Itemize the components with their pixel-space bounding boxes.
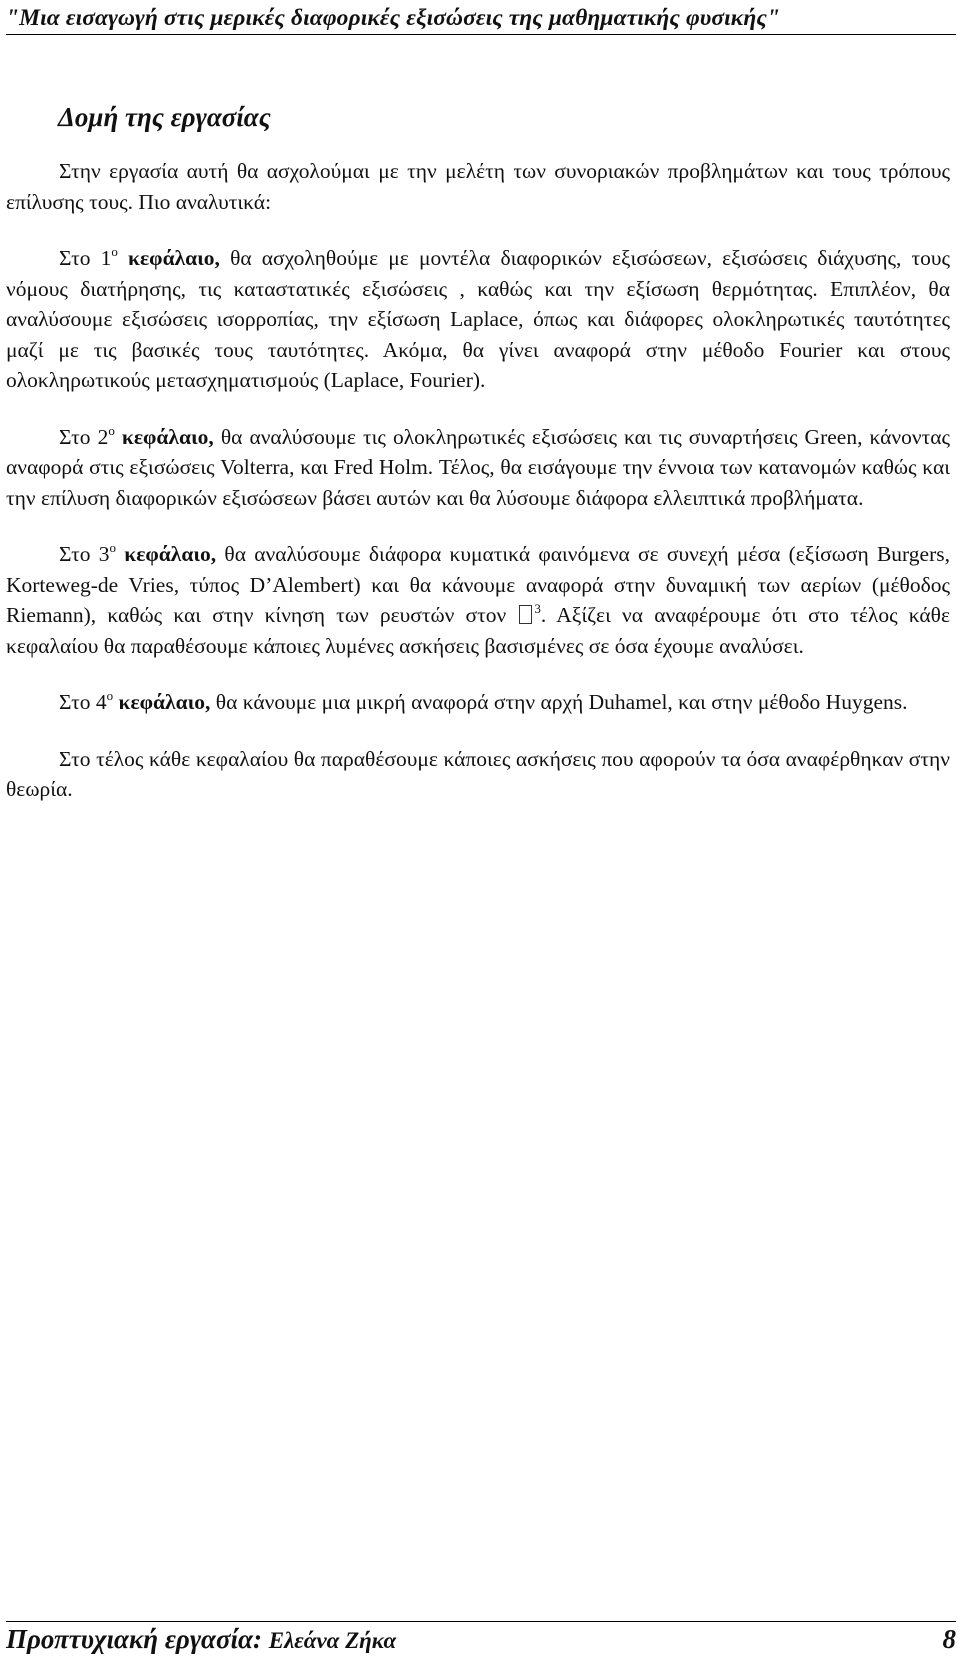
footer-credit xyxy=(6,1624,396,1655)
chapter-4-prefix: Στο 4 xyxy=(59,690,107,714)
chapter-3-paragraph xyxy=(6,539,950,661)
chapter-2-sup: ο xyxy=(108,422,115,438)
chapter-2-paragraph xyxy=(6,422,950,514)
body-text xyxy=(6,156,950,805)
chapter-4-sup: ο xyxy=(106,688,114,703)
chapter-2-text: θα αναλύσουμε τις ολοκληρωτικές εξισώσεις και τις συναρτήσεις Green, κάνοντας αναφορά στις εξισώσεις Volterra, και Fred Holm. Τέλος, θα εισάγουμε την έννοια των κατανομών καθώς και την επίλυση διαφορικών εξισώσεων βάσει αυτών και θα λύσουμε διάφορα ελλειπτικά προβλήματα. xyxy=(6,424,951,510)
page-footer xyxy=(6,1621,956,1666)
footer-label: Προπτυχιακή εργασία: xyxy=(6,1624,262,1654)
chapter-3-prefix: Στο 3 xyxy=(59,542,110,566)
page-number: 8 xyxy=(942,1624,956,1654)
chapter-3-sup: ο xyxy=(109,540,117,555)
chapter-1-prefix: Στο 1 xyxy=(59,246,112,270)
chapter-3-label: κεφάλαιο, xyxy=(124,542,217,566)
chapter-1-sup: ο xyxy=(111,244,118,259)
missing-glyph-icon xyxy=(519,605,532,624)
chapter-4-text: θα κάνουμε μια μικρή αναφορά στην αρχή Duhamel, και στην μέθοδο Huygens. xyxy=(210,690,908,714)
chapter-4-label: κεφάλαιο, xyxy=(118,690,211,714)
chapter-1-label: κεφάλαιο, xyxy=(128,246,220,270)
chapter-3-text-after: . Αξίζει να αναφέρουμε ότι στο τέλος κάθε κεφαλαίου θα παραθέσουμε κάποιες λυμένες ασκήσεις βασισμένες σε όσα έχουμε αναλύσει. xyxy=(6,603,950,658)
chapter-1-text: θα ασχοληθούμε με μοντέλα διαφορικών εξισώσεων, εξισώσεις διάχυσης, τους νόμους διατήρησης, τις καταστατικές εξισώσεις , καθώς και την εξίσωση θερμότητας. Επιπλέον, θα αναλύσουμε εξισώσεις ισορροπίας, την εξίσωση Laplace, όπως και διάφορες ολοκληρωτικές ταυτότητες μαζί με τις βασικές τους ταυτότητες. Ακόμα, θα γίνει αναφορά στην μέθοδο Fourier και στους ολοκληρωτικούς μετασχηματισμούς (Laplace, Fourier). xyxy=(6,246,951,392)
page-header xyxy=(6,4,956,35)
intro-paragraph: Στην εργασία αυτή θα ασχολούμαι με την μελέτη των συνοριακών προβλημάτων και τους τρόπους επίλυσης τους. Πιο αναλυτικά: xyxy=(6,159,950,214)
closing-paragraph: Στο τέλος κάθε κεφαλαίου θα παραθέσουμε κάποιες ασκήσεις που αφορούν τα όσα αναφέρθηκαν στην θεωρία. xyxy=(6,746,950,801)
chapter-3-symbol-sup: 3 xyxy=(534,601,541,616)
header-title: "Μια εισαγωγή στις μερικές διαφορικές εξισώσεις της μαθηματικής φυσικής" xyxy=(6,5,781,31)
chapter-4-paragraph xyxy=(6,687,950,718)
section-title: Δομή της εργασίας xyxy=(58,102,271,132)
footer-author: Ελεάνα Ζήκα xyxy=(268,1628,397,1653)
chapter-1-paragraph xyxy=(6,243,950,396)
chapter-2-prefix: Στο 2 xyxy=(59,424,109,449)
chapter-3-text: θα αναλύσουμε διάφορα κυματικά φαινόμενα σε συνεχή μέσα (εξίσωση Burgers, Korteweg-de Vries, τύπος D’Alembert) και θα κάνουμε αναφορά στην δυναμική των αερίων (μέθοδος Riemann), καθώς και στην κίνηση των ρευστών στον xyxy=(6,542,951,627)
chapter-2-label: κεφάλαιο, xyxy=(121,424,214,449)
